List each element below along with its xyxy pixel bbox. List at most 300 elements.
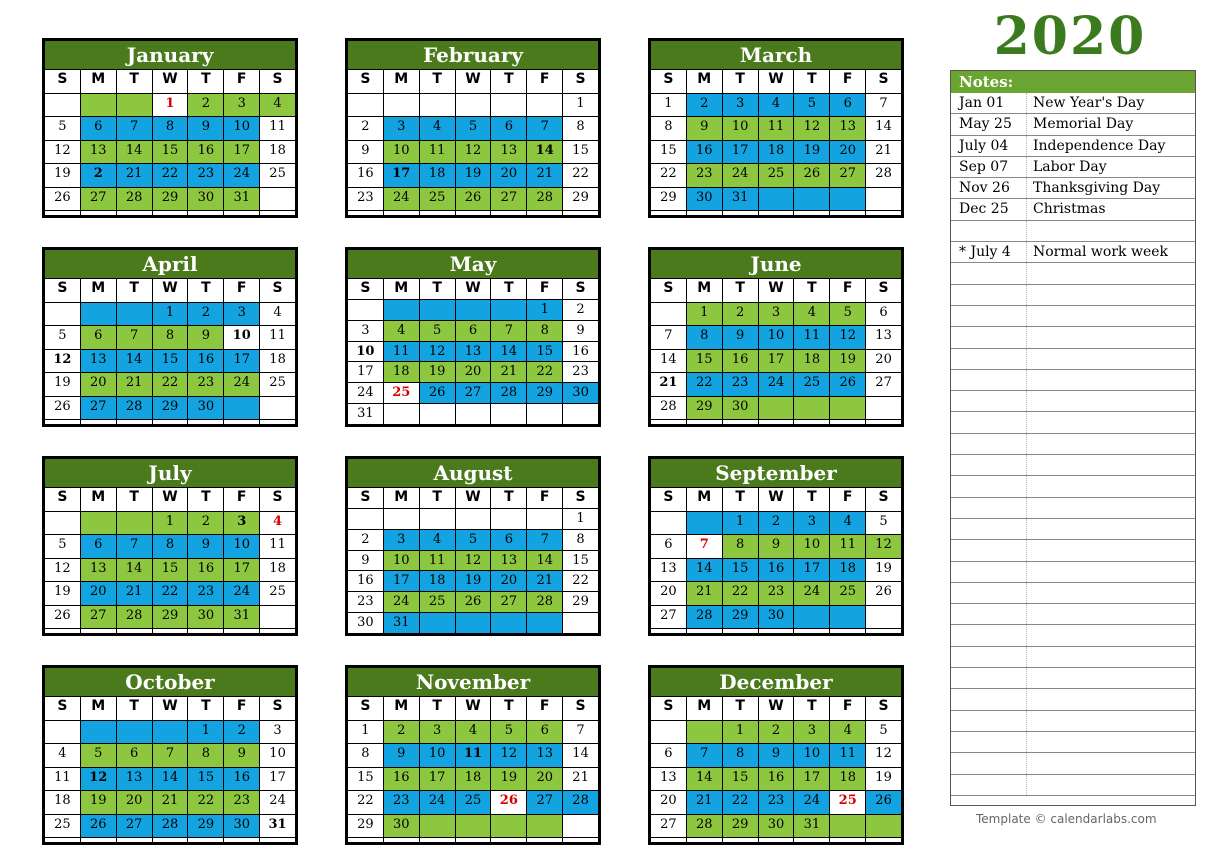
day-cell: 15 bbox=[563, 551, 598, 571]
day-cell: 8 bbox=[153, 326, 188, 349]
note-row-blank bbox=[951, 732, 1195, 753]
day-cell: 8 bbox=[651, 117, 686, 140]
day-cell: 4 bbox=[260, 303, 295, 326]
weekday-header: S bbox=[563, 279, 598, 299]
day-cell: 2 bbox=[188, 303, 223, 326]
day-cell: 18 bbox=[260, 559, 295, 582]
day-cell: 9 bbox=[384, 744, 419, 767]
day-cell bbox=[420, 404, 455, 424]
note-row-blank bbox=[951, 412, 1195, 433]
day-cell: 15 bbox=[723, 768, 758, 791]
weekday-header: T bbox=[491, 488, 526, 508]
day-cell: 17 bbox=[384, 571, 419, 591]
note-row-blank bbox=[951, 604, 1195, 625]
weekday-header: M bbox=[384, 488, 419, 508]
day-cell: 19 bbox=[45, 582, 80, 605]
note-row-blank bbox=[951, 540, 1195, 561]
day-cell: 29 bbox=[188, 815, 223, 838]
day-cell bbox=[651, 838, 686, 842]
month-grid bbox=[348, 70, 598, 215]
day-cell: 5 bbox=[420, 321, 455, 341]
day-cell bbox=[830, 629, 865, 633]
day-cell: 19 bbox=[866, 768, 901, 791]
weekday-header: M bbox=[81, 70, 116, 93]
day-cell bbox=[491, 300, 526, 320]
day-cell: 12 bbox=[420, 342, 455, 362]
note-name: Labor Day bbox=[1033, 158, 1107, 175]
note-row-blank bbox=[951, 562, 1195, 583]
note-row-blank bbox=[951, 306, 1195, 327]
day-cell: 4 bbox=[794, 303, 829, 326]
day-cell bbox=[491, 94, 526, 117]
day-cell: 6 bbox=[651, 535, 686, 558]
month-title: September bbox=[651, 459, 901, 487]
day-cell: 24 bbox=[384, 592, 419, 612]
day-cell: 19 bbox=[81, 791, 116, 814]
day-cell bbox=[45, 211, 80, 215]
day-cell: 12 bbox=[81, 768, 116, 791]
day-cell: 9 bbox=[224, 744, 259, 767]
day-cell: 22 bbox=[153, 373, 188, 396]
day-cell: 19 bbox=[794, 141, 829, 164]
day-cell bbox=[260, 397, 295, 420]
day-cell: 6 bbox=[491, 530, 526, 550]
day-cell: 17 bbox=[759, 350, 794, 373]
day-cell: 9 bbox=[723, 326, 758, 349]
note-date bbox=[951, 711, 1027, 731]
day-cell: 21 bbox=[117, 373, 152, 396]
day-cell: 22 bbox=[348, 791, 383, 814]
day-cell bbox=[224, 838, 259, 842]
day-cell bbox=[384, 838, 419, 842]
day-cell bbox=[651, 420, 686, 424]
note-row bbox=[951, 93, 1195, 114]
day-cell: 23 bbox=[224, 791, 259, 814]
weekday-header: S bbox=[866, 279, 901, 302]
day-cell: 9 bbox=[563, 321, 598, 341]
note-row-blank bbox=[951, 476, 1195, 497]
day-cell: 18 bbox=[830, 768, 865, 791]
day-cell: 19 bbox=[456, 164, 491, 187]
day-cell: 11 bbox=[830, 535, 865, 558]
day-cell: 23 bbox=[563, 362, 598, 382]
day-cell: 13 bbox=[651, 768, 686, 791]
month-grid bbox=[45, 70, 295, 215]
day-cell: 13 bbox=[117, 768, 152, 791]
note-row-blank bbox=[951, 391, 1195, 412]
note-row-blank bbox=[951, 711, 1195, 732]
day-cell: 15 bbox=[153, 559, 188, 582]
day-cell: 1 bbox=[563, 94, 598, 117]
weekday-header: T bbox=[794, 279, 829, 302]
weekday-header: W bbox=[456, 70, 491, 93]
day-cell: 25 bbox=[260, 373, 295, 396]
day-cell: 29 bbox=[527, 383, 562, 403]
month-may bbox=[345, 247, 601, 427]
day-cell bbox=[45, 94, 80, 117]
day-cell bbox=[420, 815, 455, 838]
day-cell: 5 bbox=[866, 721, 901, 744]
day-cell: 11 bbox=[260, 326, 295, 349]
day-cell: 26 bbox=[420, 383, 455, 403]
day-cell: 31 bbox=[348, 404, 383, 424]
day-cell: 26 bbox=[830, 373, 865, 396]
day-cell: 6 bbox=[491, 117, 526, 140]
day-cell bbox=[348, 300, 383, 320]
day-cell: 20 bbox=[866, 350, 901, 373]
day-cell: 12 bbox=[45, 350, 80, 373]
day-cell bbox=[420, 613, 455, 633]
note-date bbox=[951, 391, 1027, 411]
day-cell: 20 bbox=[491, 164, 526, 187]
month-june bbox=[648, 247, 904, 427]
day-cell bbox=[348, 94, 383, 117]
day-cell: 22 bbox=[527, 362, 562, 382]
day-cell: 6 bbox=[651, 744, 686, 767]
note-row-blank bbox=[951, 263, 1195, 284]
day-cell bbox=[260, 838, 295, 842]
weekday-header: S bbox=[260, 279, 295, 302]
day-cell: 11 bbox=[830, 744, 865, 767]
note-date bbox=[951, 327, 1027, 347]
day-cell: 21 bbox=[651, 373, 686, 396]
month-title: April bbox=[45, 250, 295, 278]
day-cell: 1 bbox=[153, 94, 188, 117]
day-cell bbox=[527, 404, 562, 424]
day-cell: 1 bbox=[348, 721, 383, 744]
day-cell bbox=[651, 303, 686, 326]
day-cell bbox=[384, 509, 419, 529]
day-cell: 20 bbox=[81, 373, 116, 396]
month-title: February bbox=[348, 41, 598, 69]
note-date bbox=[951, 689, 1027, 709]
weekday-header: F bbox=[224, 697, 259, 720]
day-cell bbox=[830, 838, 865, 842]
day-cell: 16 bbox=[759, 559, 794, 582]
day-cell: 3 bbox=[384, 117, 419, 140]
note-date bbox=[951, 625, 1027, 645]
day-cell: 25 bbox=[794, 373, 829, 396]
month-august bbox=[345, 456, 601, 636]
weekday-header: T bbox=[723, 279, 758, 302]
day-cell bbox=[81, 303, 116, 326]
day-cell bbox=[723, 420, 758, 424]
note-date bbox=[951, 306, 1027, 326]
day-cell: 4 bbox=[260, 94, 295, 117]
weekday-header: S bbox=[651, 279, 686, 302]
day-cell: 9 bbox=[348, 141, 383, 164]
day-cell: 9 bbox=[348, 551, 383, 571]
day-cell: 2 bbox=[687, 94, 722, 117]
day-cell bbox=[260, 211, 295, 215]
day-cell: 15 bbox=[348, 768, 383, 791]
day-cell: 8 bbox=[348, 744, 383, 767]
day-cell: 19 bbox=[456, 571, 491, 591]
day-cell: 28 bbox=[651, 397, 686, 420]
day-cell: 24 bbox=[224, 164, 259, 187]
day-cell: 7 bbox=[117, 535, 152, 558]
day-cell: 17 bbox=[794, 559, 829, 582]
notes-panel bbox=[950, 70, 1196, 806]
weekday-header: W bbox=[153, 697, 188, 720]
weekday-header: F bbox=[830, 70, 865, 93]
day-cell bbox=[651, 721, 686, 744]
day-cell: 8 bbox=[527, 321, 562, 341]
note-date bbox=[951, 285, 1027, 305]
day-cell: 22 bbox=[687, 373, 722, 396]
day-cell: 10 bbox=[224, 535, 259, 558]
day-cell: 28 bbox=[527, 592, 562, 612]
weekday-header: T bbox=[491, 697, 526, 720]
note-name: Thanksgiving Day bbox=[1033, 180, 1161, 197]
day-cell bbox=[491, 211, 526, 215]
day-cell: 30 bbox=[723, 397, 758, 420]
day-cell: 11 bbox=[45, 768, 80, 791]
day-cell bbox=[491, 838, 526, 842]
day-cell: 25 bbox=[830, 582, 865, 605]
day-cell: 21 bbox=[866, 141, 901, 164]
day-cell bbox=[188, 211, 223, 215]
day-cell bbox=[687, 420, 722, 424]
day-cell: 25 bbox=[830, 791, 865, 814]
day-cell: 6 bbox=[117, 744, 152, 767]
day-cell: 26 bbox=[491, 791, 526, 814]
day-cell: 14 bbox=[563, 744, 598, 767]
day-cell: 22 bbox=[563, 571, 598, 591]
day-cell: 24 bbox=[794, 791, 829, 814]
day-cell: 12 bbox=[866, 744, 901, 767]
day-cell: 4 bbox=[45, 744, 80, 767]
day-cell: 23 bbox=[188, 582, 223, 605]
day-cell: 24 bbox=[759, 373, 794, 396]
day-cell: 18 bbox=[456, 768, 491, 791]
note-date: * July 4 bbox=[951, 242, 1027, 262]
month-grid bbox=[348, 697, 598, 842]
day-cell: 2 bbox=[384, 721, 419, 744]
month-grid bbox=[45, 697, 295, 842]
day-cell: 23 bbox=[759, 791, 794, 814]
day-cell: 30 bbox=[188, 397, 223, 420]
day-cell: 7 bbox=[491, 321, 526, 341]
day-cell: 14 bbox=[117, 559, 152, 582]
note-date bbox=[951, 583, 1027, 603]
day-cell bbox=[81, 512, 116, 535]
day-cell: 1 bbox=[723, 512, 758, 535]
day-cell: 4 bbox=[420, 530, 455, 550]
month-title: June bbox=[651, 250, 901, 278]
day-cell: 23 bbox=[759, 582, 794, 605]
day-cell bbox=[527, 94, 562, 117]
day-cell: 26 bbox=[45, 397, 80, 420]
day-cell: 3 bbox=[794, 512, 829, 535]
day-cell bbox=[224, 211, 259, 215]
day-cell: 4 bbox=[260, 512, 295, 535]
day-cell bbox=[224, 397, 259, 420]
day-cell bbox=[420, 509, 455, 529]
weekday-header: S bbox=[348, 279, 383, 299]
day-cell bbox=[45, 303, 80, 326]
note-date bbox=[951, 732, 1027, 752]
weekday-header: T bbox=[420, 488, 455, 508]
notes-title: Notes: bbox=[951, 71, 1195, 93]
month-title: October bbox=[45, 668, 295, 696]
day-cell: 20 bbox=[81, 582, 116, 605]
month-grid bbox=[348, 279, 598, 424]
day-cell bbox=[456, 94, 491, 117]
day-cell bbox=[188, 838, 223, 842]
day-cell: 13 bbox=[456, 342, 491, 362]
day-cell bbox=[456, 211, 491, 215]
note-row bbox=[951, 114, 1195, 135]
day-cell: 14 bbox=[527, 141, 562, 164]
day-cell bbox=[651, 629, 686, 633]
note-row-blank bbox=[951, 370, 1195, 391]
day-cell: 13 bbox=[830, 117, 865, 140]
weekday-header: F bbox=[527, 279, 562, 299]
day-cell: 24 bbox=[794, 582, 829, 605]
day-cell: 14 bbox=[117, 141, 152, 164]
day-cell: 25 bbox=[456, 791, 491, 814]
day-cell bbox=[563, 613, 598, 633]
note-date: Jan 01 bbox=[951, 93, 1027, 113]
day-cell: 3 bbox=[759, 303, 794, 326]
day-cell: 13 bbox=[81, 141, 116, 164]
day-cell bbox=[491, 404, 526, 424]
month-grid bbox=[651, 488, 901, 633]
day-cell bbox=[830, 606, 865, 629]
day-cell bbox=[687, 838, 722, 842]
weekday-header: T bbox=[188, 70, 223, 93]
day-cell: 15 bbox=[153, 141, 188, 164]
day-cell bbox=[794, 211, 829, 215]
day-cell: 18 bbox=[384, 362, 419, 382]
day-cell bbox=[723, 211, 758, 215]
weekday-header: S bbox=[260, 488, 295, 511]
day-cell: 17 bbox=[224, 350, 259, 373]
day-cell: 11 bbox=[384, 342, 419, 362]
day-cell: 19 bbox=[866, 559, 901, 582]
day-cell: 28 bbox=[866, 164, 901, 187]
day-cell: 22 bbox=[563, 164, 598, 187]
day-cell: 6 bbox=[81, 117, 116, 140]
weekday-header: T bbox=[420, 279, 455, 299]
day-cell bbox=[224, 420, 259, 424]
day-cell: 19 bbox=[491, 768, 526, 791]
weekday-header: W bbox=[759, 279, 794, 302]
day-cell: 29 bbox=[153, 188, 188, 211]
day-cell bbox=[830, 188, 865, 211]
day-cell: 21 bbox=[687, 582, 722, 605]
weekday-header: T bbox=[188, 279, 223, 302]
day-cell: 6 bbox=[81, 326, 116, 349]
weekday-header: F bbox=[527, 70, 562, 93]
day-cell bbox=[794, 629, 829, 633]
weekday-header: W bbox=[759, 70, 794, 93]
note-name bbox=[1027, 221, 1195, 241]
day-cell: 4 bbox=[384, 321, 419, 341]
day-cell: 22 bbox=[723, 791, 758, 814]
day-cell bbox=[830, 420, 865, 424]
day-cell bbox=[830, 815, 865, 838]
day-cell: 25 bbox=[45, 815, 80, 838]
note-date: Dec 25 bbox=[951, 199, 1027, 219]
weekday-header: W bbox=[153, 488, 188, 511]
day-cell: 10 bbox=[224, 117, 259, 140]
day-cell bbox=[527, 838, 562, 842]
weekday-header: S bbox=[45, 70, 80, 93]
day-cell: 2 bbox=[723, 303, 758, 326]
weekday-header: W bbox=[456, 697, 491, 720]
weekday-header: S bbox=[348, 697, 383, 720]
day-cell: 7 bbox=[687, 535, 722, 558]
day-cell bbox=[830, 397, 865, 420]
note-date bbox=[951, 221, 1027, 241]
day-cell bbox=[384, 211, 419, 215]
day-cell: 4 bbox=[420, 117, 455, 140]
weekday-header: S bbox=[563, 70, 598, 93]
day-cell: 10 bbox=[759, 326, 794, 349]
day-cell: 11 bbox=[794, 326, 829, 349]
note-row-blank bbox=[951, 498, 1195, 519]
day-cell: 10 bbox=[794, 744, 829, 767]
note-row bbox=[951, 199, 1195, 220]
note-date bbox=[951, 604, 1027, 624]
day-cell: 25 bbox=[420, 592, 455, 612]
day-cell: 30 bbox=[687, 188, 722, 211]
month-title: March bbox=[651, 41, 901, 69]
day-cell: 13 bbox=[491, 551, 526, 571]
day-cell: 28 bbox=[153, 815, 188, 838]
day-cell: 9 bbox=[188, 117, 223, 140]
day-cell bbox=[456, 404, 491, 424]
day-cell bbox=[456, 838, 491, 842]
day-cell bbox=[866, 838, 901, 842]
weekday-header: F bbox=[224, 70, 259, 93]
day-cell: 3 bbox=[723, 94, 758, 117]
day-cell: 31 bbox=[224, 188, 259, 211]
day-cell: 7 bbox=[651, 326, 686, 349]
day-cell bbox=[866, 815, 901, 838]
day-cell: 14 bbox=[153, 768, 188, 791]
weekday-header: F bbox=[830, 279, 865, 302]
month-october bbox=[42, 665, 298, 845]
note-row-blank bbox=[951, 668, 1195, 689]
day-cell: 3 bbox=[420, 721, 455, 744]
day-cell bbox=[759, 188, 794, 211]
day-cell: 8 bbox=[153, 117, 188, 140]
note-date bbox=[951, 647, 1027, 667]
day-cell bbox=[651, 211, 686, 215]
note-date bbox=[951, 562, 1027, 582]
weekday-header: S bbox=[45, 279, 80, 302]
day-cell: 2 bbox=[188, 512, 223, 535]
day-cell: 11 bbox=[420, 551, 455, 571]
day-cell bbox=[866, 606, 901, 629]
month-november bbox=[345, 665, 601, 845]
day-cell: 28 bbox=[687, 606, 722, 629]
day-cell: 14 bbox=[687, 559, 722, 582]
weekday-header: F bbox=[224, 279, 259, 302]
note-row-blank bbox=[951, 775, 1195, 796]
day-cell: 15 bbox=[153, 350, 188, 373]
note-date bbox=[951, 263, 1027, 283]
day-cell bbox=[260, 606, 295, 629]
day-cell: 7 bbox=[687, 744, 722, 767]
note-date bbox=[951, 519, 1027, 539]
note-date: May 25 bbox=[951, 114, 1027, 134]
day-cell bbox=[759, 397, 794, 420]
day-cell bbox=[794, 838, 829, 842]
